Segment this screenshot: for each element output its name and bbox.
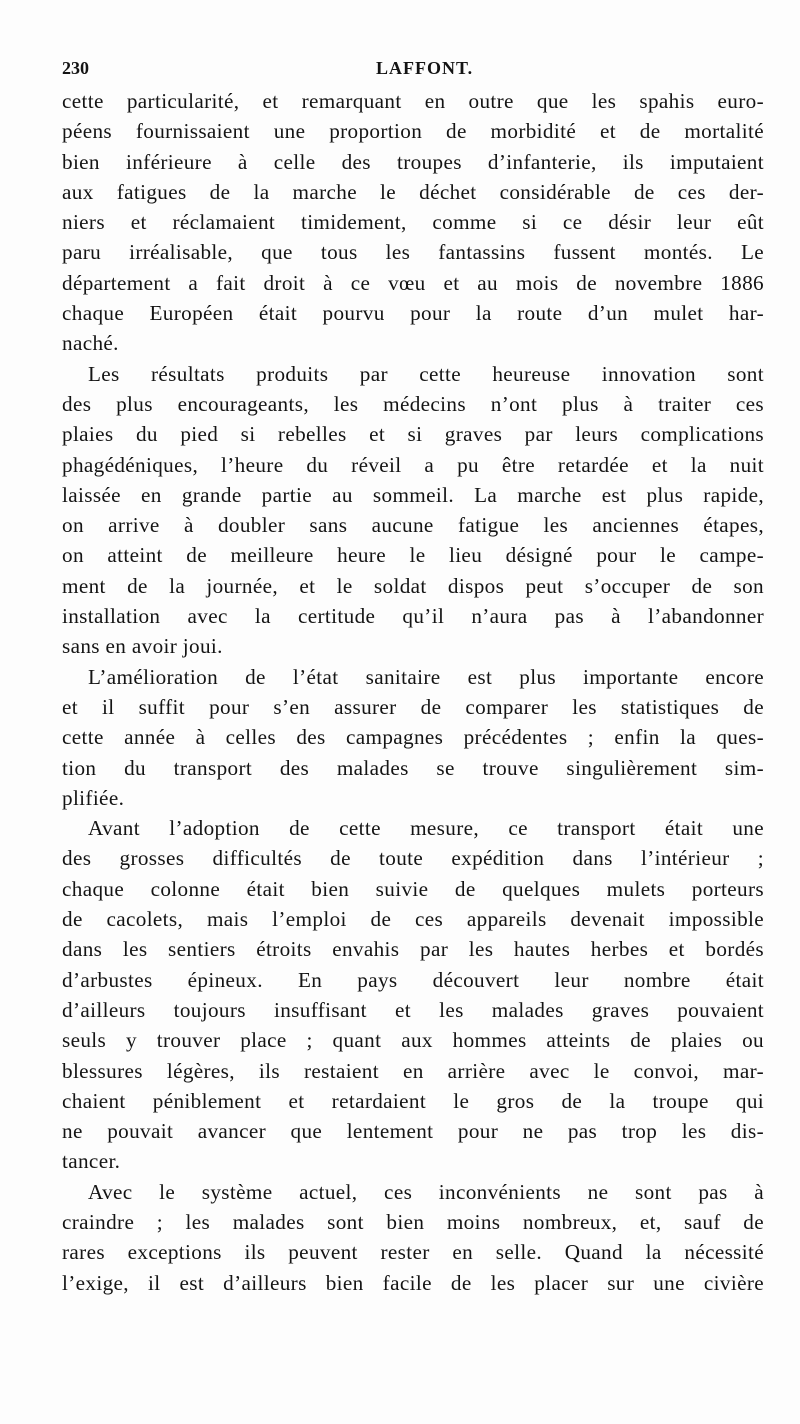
text-line: on arrive à doubler sans aucune fatigue les anciennes étapes, — [62, 513, 764, 538]
text-line: sans en avoir joui. — [62, 634, 223, 659]
text-line: l’exige, il est d’ailleurs bien facile de les placer sur une civière — [62, 1270, 764, 1295]
text-line: aux fatigues de la marche le déchet considérable de ces der- — [62, 179, 764, 204]
text-line: des plus encourageants, les médecins n’ont plus à traiter ces — [62, 391, 764, 416]
text-line: craindre ; les malades sont bien moins nombreux, et, sauf de — [62, 1209, 764, 1234]
text-line: des grosses difficultés de toute expédition dans l’intérieur ; — [62, 846, 764, 871]
text-line: cette particularité, et remarquant en outre que les spahis euro- — [62, 89, 764, 113]
text-line: d’arbustes épineux. En pays découvert leur nombre était — [62, 967, 764, 992]
text-line: seuls y trouver place ; quant aux hommes atteints de plaies ou — [62, 1028, 764, 1053]
page-header — [62, 58, 762, 80]
text-line: dans les sentiers étroits envahis par les hautes herbes et bordés — [62, 937, 764, 962]
text-line: et il suffit pour s’en assurer de comparer les statistiques de — [62, 694, 764, 719]
page-number: 230 — [62, 58, 89, 78]
text-line: péens fournissaient une proportion de morbidité et de mortalité — [62, 119, 764, 144]
text-line: de cacolets, mais l’emploi de ces appareils devenait impossible — [62, 907, 764, 932]
text-line: phagédéniques, l’heure du réveil a pu être retardée et la nuit — [62, 452, 764, 477]
text-line: rares exceptions ils peuvent rester en selle. Quand la nécessité — [62, 1240, 764, 1265]
text-line: paru irréalisable, que tous les fantassins fussent montés. Le — [62, 240, 764, 265]
text-line: d’ailleurs toujours insuffisant et les malades graves pouvaient — [62, 997, 764, 1022]
text-line: chaque Européen était pourvu pour la route d’un mulet har- — [62, 301, 764, 326]
text-line: cette année à celles des campagnes précédentes ; enfin la ques- — [62, 725, 764, 750]
text-line: naché. — [62, 331, 119, 356]
text-line: ne pouvait avancer que lentement pour ne pas trop les dis- — [62, 1119, 764, 1144]
paragraph-first-line: Les résultats produits par cette heureuse innovation sont — [88, 361, 764, 386]
text-line: département a fait droit à ce vœu et au mois de novembre 1886 — [62, 270, 764, 295]
text-line: laissée en grande partie au sommeil. La marche est plus rapide, — [62, 482, 764, 507]
text-line: bien inférieure à celle des troupes d’infanterie, ils imputaient — [62, 149, 764, 174]
paragraph-first-line: Avant l’adoption de cette mesure, ce transport était une — [88, 816, 764, 841]
text-line: on atteint de meilleure heure le lieu désigné pour le campe- — [62, 543, 764, 568]
body-text — [62, 86, 764, 1298]
text-line: installation avec la certitude qu’il n’aura pas à l’abandonner — [62, 604, 764, 629]
paragraph-first-line: L’amélioration de l’état sanitaire est plus importante encore — [88, 664, 764, 689]
text-line: plifiée. — [62, 785, 125, 810]
text-line: blessures légères, ils restaient en arrière avec le convoi, mar- — [62, 1058, 764, 1083]
text-line: chaient péniblement et retardaient le gros de la troupe qui — [62, 1088, 764, 1113]
running-head: LAFFONT. — [376, 58, 474, 78]
text-line: plaies du pied si rebelles et si graves par leurs complications — [62, 422, 764, 447]
text-line: tancer. — [62, 1149, 121, 1174]
text-line: chaque colonne était bien suivie de quelques mulets porteurs — [62, 876, 764, 901]
text-line: tion du transport des malades se trouve singulièrement sim- — [62, 755, 764, 780]
paragraph-first-line: Avec le système actuel, ces inconvénients ne sont pas à — [88, 1179, 764, 1204]
text-line: niers et réclamaient timidement, comme si ce désir leur eût — [62, 210, 764, 235]
text-line: ment de la journée, et le soldat dispos peut s’occuper de son — [62, 573, 764, 598]
